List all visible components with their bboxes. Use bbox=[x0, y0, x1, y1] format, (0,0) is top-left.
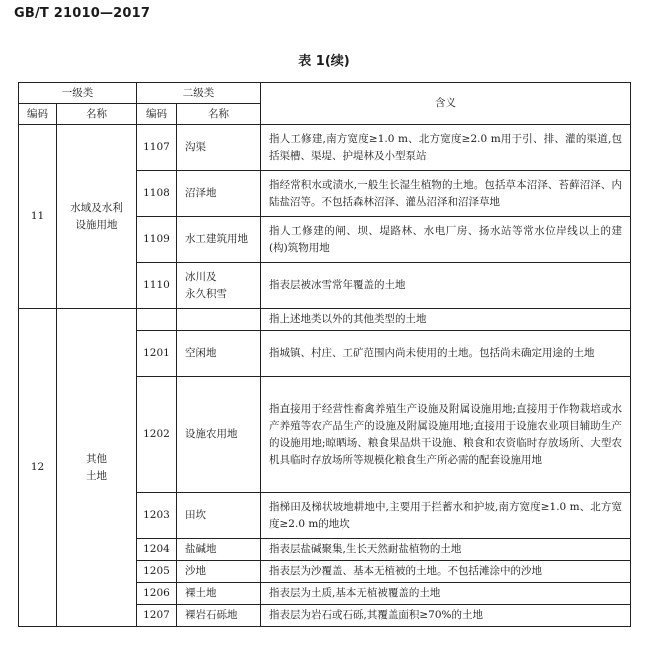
l2-name-cell: 沟渠 bbox=[177, 125, 261, 171]
meaning-cell: 指人工修建,南方宽度≥1.0 m、北方宽度≥2.0 m用于引、排、灌的渠道,包括渠槽、渠堤、护堤林及小型泵站 bbox=[261, 125, 631, 171]
header-l1-name: 名称 bbox=[57, 104, 137, 125]
meaning-cell: 指城镇、村庄、工矿范围内尚未使用的土地。包括尚未确定用途的土地 bbox=[261, 331, 631, 377]
l2-code-cell: 1110 bbox=[137, 263, 177, 309]
header-level1: 一级类 bbox=[19, 83, 137, 104]
l2-code-cell: 1207 bbox=[137, 605, 177, 627]
l2-name-cell: 裸岩石砾地 bbox=[177, 605, 261, 627]
meaning-cell: 指表层被冰雪常年覆盖的土地 bbox=[261, 263, 631, 309]
meaning-cell: 指表层为沙覆盖、基本无植被的土地。不包括滩涂中的沙地 bbox=[261, 561, 631, 583]
l2-code-cell: 1204 bbox=[137, 539, 177, 561]
header-l2-name: 名称 bbox=[177, 104, 261, 125]
l1-code-cell: 11 bbox=[19, 125, 57, 309]
l2-name-cell bbox=[177, 309, 261, 331]
l2-code-cell: 1202 bbox=[137, 377, 177, 493]
l2-code-cell: 1107 bbox=[137, 125, 177, 171]
meaning-cell: 指表层为土质,基本无植被覆盖的土地 bbox=[261, 583, 631, 605]
l2-code-cell: 1205 bbox=[137, 561, 177, 583]
l2-name-cell: 设施农用地 bbox=[177, 377, 261, 493]
l2-name-cell: 田坎 bbox=[177, 493, 261, 539]
l2-code-cell bbox=[137, 309, 177, 331]
meaning-cell: 指经常积水或渍水,一般生长湿生植物的土地。包括草本沼泽、苔藓沼泽、内陆盐沼等。不包括森林沼泽、灌丛沼泽和沼泽草地 bbox=[261, 171, 631, 217]
l2-name-cell: 沙地 bbox=[177, 561, 261, 583]
l2-name-cell: 冰川及 永久积雪 bbox=[177, 263, 261, 309]
l2-name-cell: 盐碱地 bbox=[177, 539, 261, 561]
meaning-cell: 指人工修建的闸、坝、堤路林、水电厂房、扬水站等常水位岸线以上的建(构)筑物用地 bbox=[261, 217, 631, 263]
l1-name-cell: 其他 土地 bbox=[57, 309, 137, 627]
header-level2: 二级类 bbox=[137, 83, 261, 104]
l2-name-cell: 水工建筑用地 bbox=[177, 217, 261, 263]
table-title: 表 1(续) bbox=[298, 54, 350, 69]
l2-name-cell: 沼泽地 bbox=[177, 171, 261, 217]
l2-code-cell: 1203 bbox=[137, 493, 177, 539]
l2-code-cell: 1201 bbox=[137, 331, 177, 377]
l2-code-cell: 1108 bbox=[137, 171, 177, 217]
table-row bbox=[19, 309, 631, 331]
header-l1-code: 编码 bbox=[19, 104, 57, 125]
meaning-cell: 指上述地类以外的其他类型的土地 bbox=[261, 309, 631, 331]
l2-code-cell: 1206 bbox=[137, 583, 177, 605]
meaning-cell: 指表层盐碱聚集,生长天然耐盐植物的土地 bbox=[261, 539, 631, 561]
l2-name-cell: 空闲地 bbox=[177, 331, 261, 377]
l2-code-cell: 1109 bbox=[137, 217, 177, 263]
header-meaning: 含义 bbox=[261, 83, 631, 125]
header-l2-code: 编码 bbox=[137, 104, 177, 125]
land-classification-table bbox=[18, 82, 631, 627]
standard-code: GB/T 21010—2017 bbox=[14, 6, 151, 21]
meaning-cell: 指表层为岩石或石砾,其覆盖面积≥70%的土地 bbox=[261, 605, 631, 627]
meaning-cell: 指梯田及梯状坡地耕地中,主要用于拦蓄水和护坡,南方宽度≥1.0 m、北方宽度≥2.0 m的地坎 bbox=[261, 493, 631, 539]
l1-name-cell: 水域及水利 设施用地 bbox=[57, 125, 137, 309]
meaning-cell: 指直接用于经营性畜禽养殖生产设施及附属设施用地;直接用于作物栽培或水产养殖等农产品生产的设施及附属设施用地;直接用于设施农业项目辅助生产的设施用地;晾晒场、粮食果品烘干设施、粮食和农资临时存放场所、大型农机具临时存放场所等规模化粮食生产所必需的配套设施用地 bbox=[261, 377, 631, 493]
l2-name-cell: 裸土地 bbox=[177, 583, 261, 605]
table-row bbox=[19, 125, 631, 171]
l1-code-cell: 12 bbox=[19, 309, 57, 627]
